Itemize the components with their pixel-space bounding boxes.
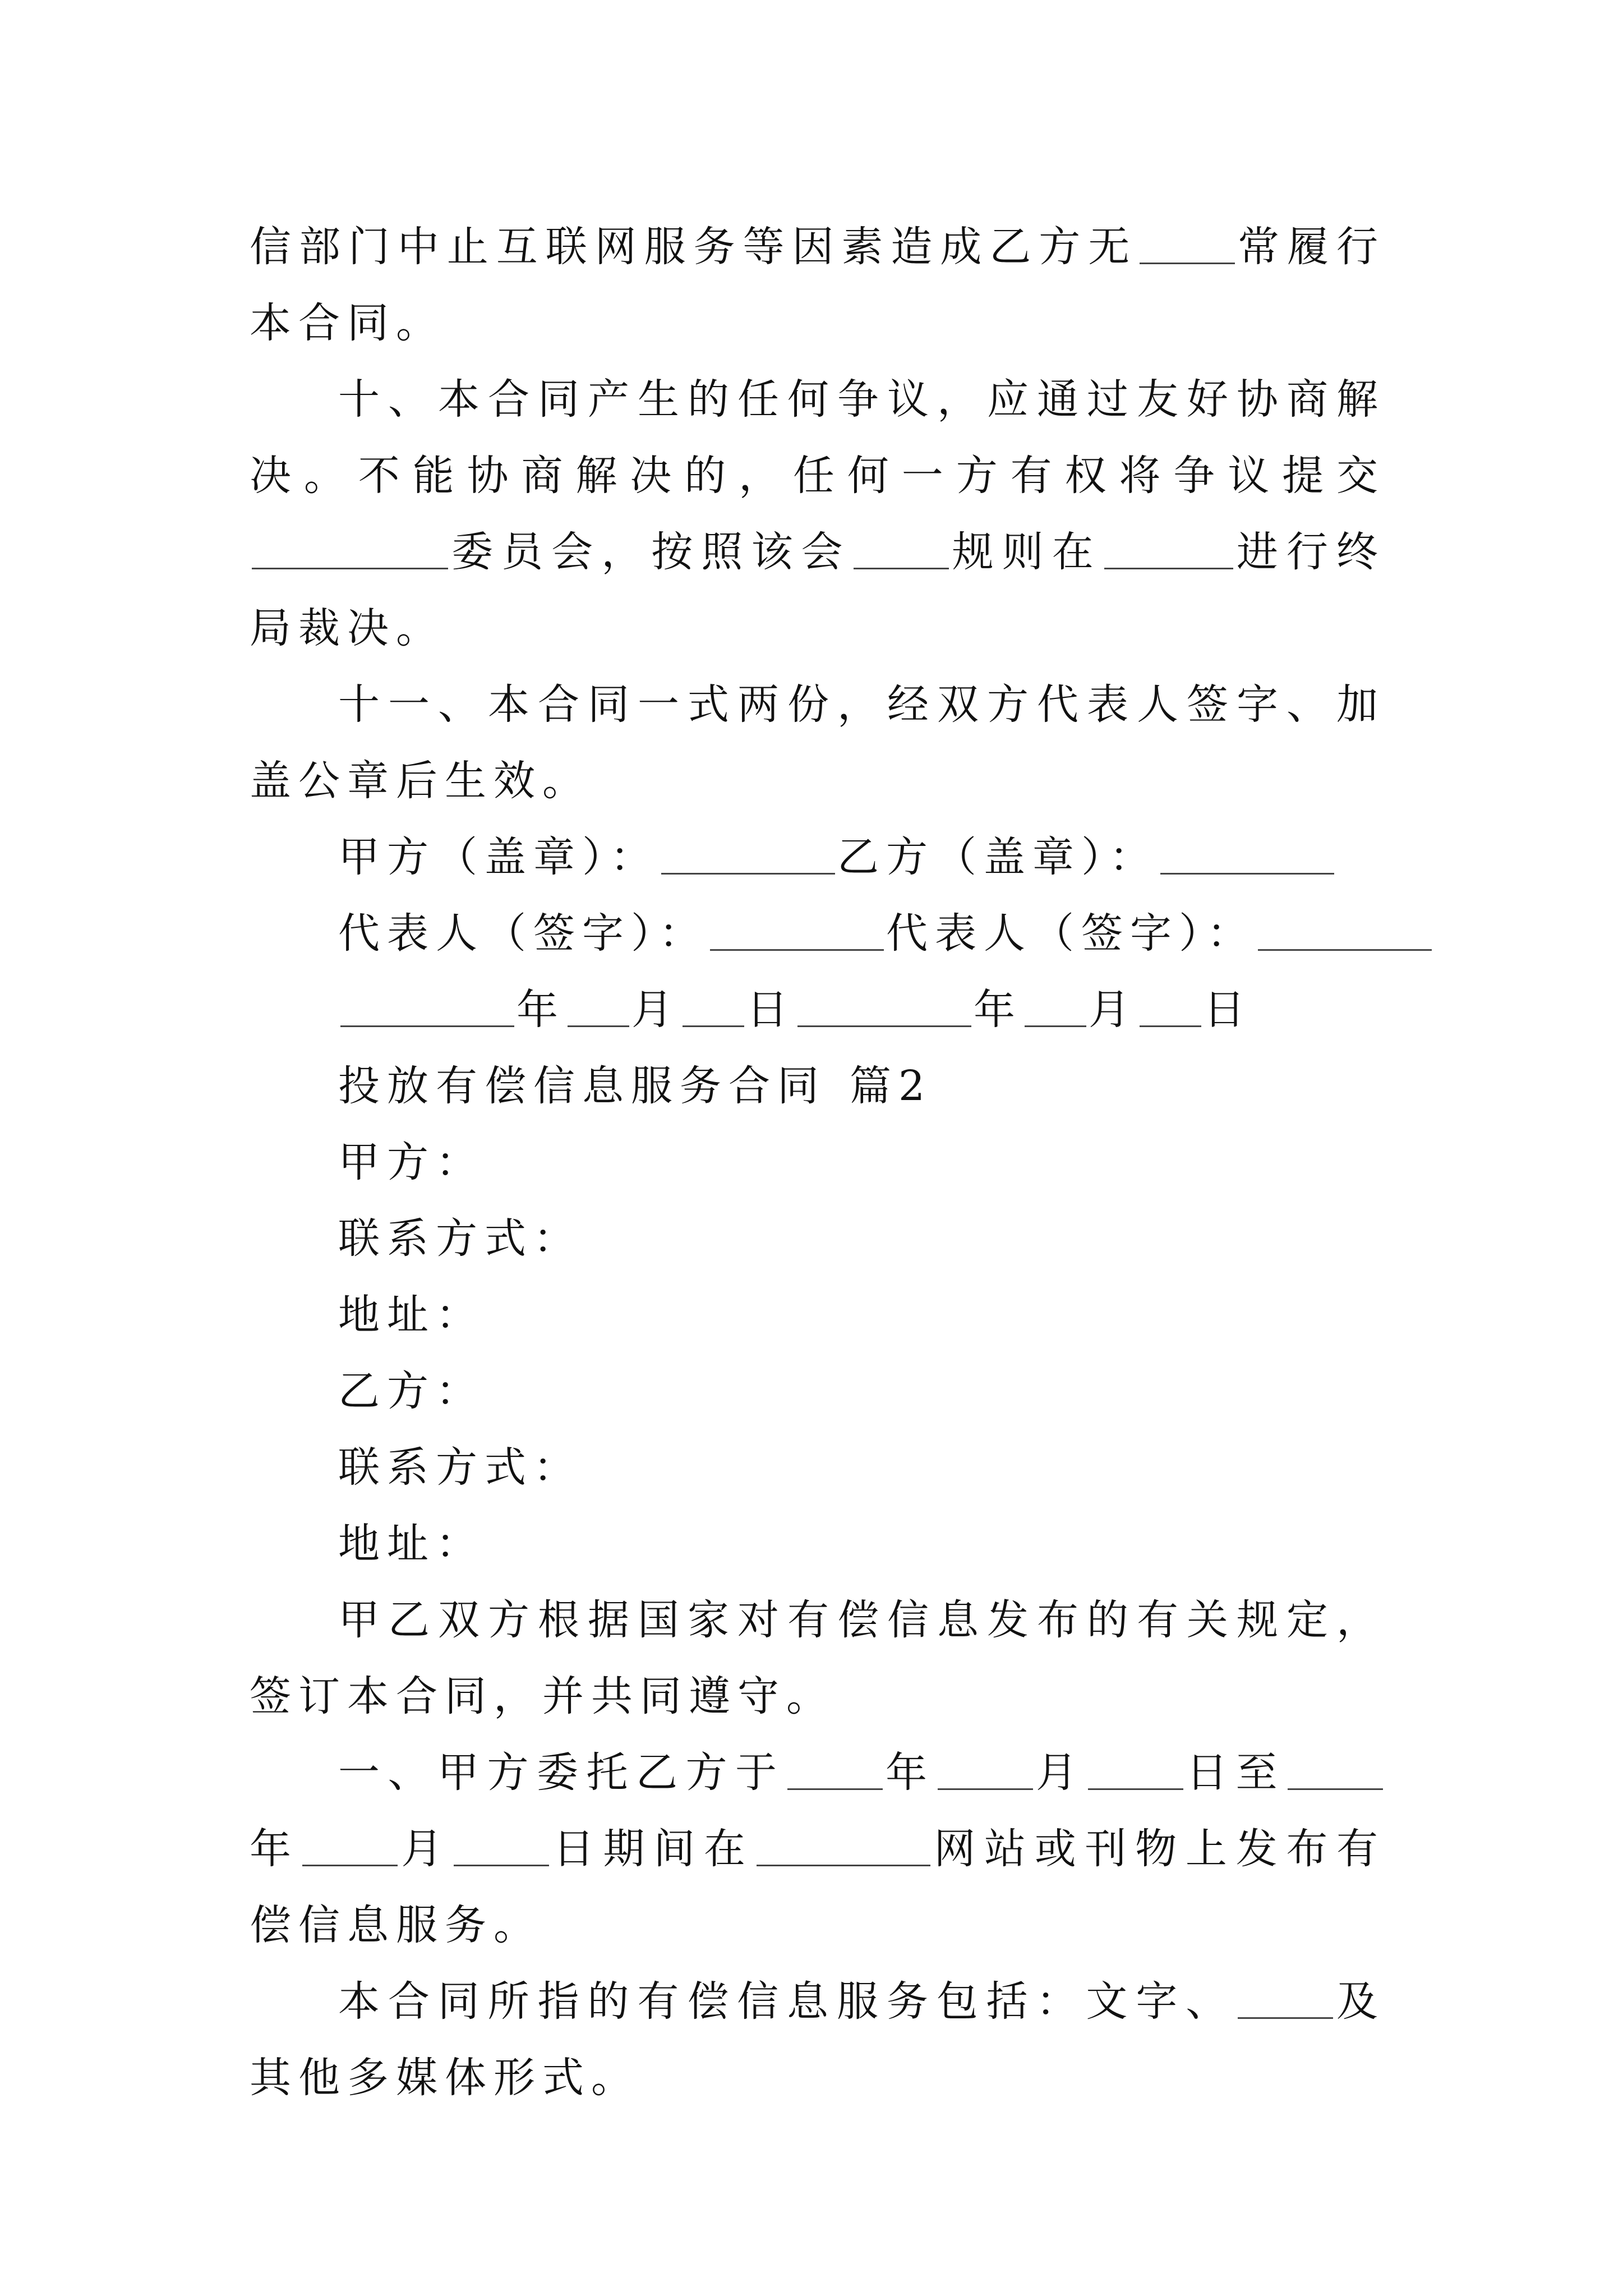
fill-blank <box>454 1825 549 1866</box>
date-month: 月 <box>631 986 680 1034</box>
fill-blank <box>1238 1978 1333 2019</box>
fill-blank <box>1288 1749 1383 1790</box>
party-a-rep-label: 代表人（签字）： <box>338 909 708 958</box>
fill-blank <box>757 1825 930 1866</box>
text-segment: 网站或刊物上发布有偿信息服务。 <box>250 1825 1386 1949</box>
text-segment: 日至 <box>1185 1749 1285 1797</box>
paragraph-intro <box>250 1582 1385 1734</box>
party-b-address-label: 地址： <box>338 1520 485 1568</box>
fill-blank <box>1025 986 1086 1027</box>
section-title <box>250 1048 1385 1124</box>
contract-title: 投放有偿信息服务合同 <box>338 1062 826 1110</box>
date-year: 年 <box>517 986 565 1034</box>
fill-blank <box>1104 528 1233 569</box>
party-a-line <box>250 1124 1385 1200</box>
text-segment: 十一、本合同一式两份，经双方代表人签字、加盖公章后生效。 <box>250 680 1385 805</box>
party-a-address-label: 地址： <box>338 1291 485 1339</box>
party-b-address-line <box>250 1506 1385 1582</box>
fill-blank <box>1160 834 1334 875</box>
party-a-contact-line <box>250 1200 1385 1277</box>
party-b-contact-line <box>250 1429 1385 1506</box>
signature-line-representative <box>250 895 1385 972</box>
fill-blank <box>710 910 884 951</box>
paragraph-clause-10 <box>250 361 1385 666</box>
fill-blank <box>938 1749 1033 1790</box>
text-segment: 月 <box>1035 1749 1086 1797</box>
text-segment: 进行终局裁决。 <box>250 528 1385 652</box>
text-segment: 甲乙双方根据国家对有偿信息发布的有关规定，签订本合同，并共同遵守。 <box>250 1596 1385 1720</box>
text-segment: 常履行本合同。 <box>250 223 1385 347</box>
party-b-contact-label: 联系方式： <box>338 1443 582 1492</box>
text-segment: 年 <box>250 1825 300 1873</box>
fill-blank <box>568 986 629 1027</box>
paragraph-continued <box>250 209 1385 361</box>
text-segment: 规则在 <box>951 528 1102 576</box>
fill-blank <box>661 834 835 875</box>
party-a-contact-label: 联系方式： <box>338 1214 582 1263</box>
fill-blank <box>797 986 971 1027</box>
paragraph-clause-1 <box>250 1734 1385 1963</box>
text-segment: 本合同所指的有偿信息服务包括：文字、 <box>338 1977 1236 2026</box>
party-a-address-line <box>250 1277 1385 1353</box>
date-year: 年 <box>974 986 1022 1034</box>
contract-number: 篇2 <box>850 1062 933 1110</box>
party-b-label: 乙方： <box>338 1367 485 1415</box>
fill-blank <box>340 986 514 1027</box>
text-segment: 年 <box>884 1749 935 1797</box>
date-day: 日 <box>1204 986 1252 1034</box>
fill-blank <box>787 1749 883 1790</box>
text-segment: 及其他多媒体形式。 <box>250 1977 1386 2102</box>
paragraph-clause-11 <box>250 666 1385 819</box>
fill-blank <box>302 1825 398 1866</box>
signature-date-line <box>250 972 1385 1048</box>
fill-blank <box>252 528 448 569</box>
text-segment: 一、甲方委托乙方于 <box>338 1749 785 1797</box>
party-b-rep-label: 代表人（签字）： <box>886 909 1256 958</box>
fill-blank <box>1140 986 1201 1027</box>
party-b-line <box>250 1353 1385 1429</box>
text-segment: 日期间在 <box>551 1825 754 1873</box>
fill-blank <box>683 986 744 1027</box>
text-segment: 委员会，按照该会 <box>450 528 851 576</box>
text-segment: 十、本合同产生的任何争议，应通过友好协商解决。不能协商解决的，任何一方有权将争议提交 <box>250 375 1385 500</box>
text-segment: 信部门中止互联网服务等因素造成乙方无 <box>250 223 1138 271</box>
fill-blank <box>1140 223 1235 264</box>
signature-line-seal <box>250 819 1385 895</box>
text-segment: 月 <box>399 1825 452 1873</box>
fill-blank <box>1088 1749 1183 1790</box>
party-a-seal-label: 甲方（盖章）： <box>338 833 659 881</box>
contract-text <box>250 209 1385 2116</box>
paragraph-scope <box>250 1963 1385 2116</box>
party-b-seal-label: 乙方（盖章）： <box>837 833 1158 881</box>
fill-blank <box>1258 910 1432 951</box>
date-month: 月 <box>1089 986 1137 1034</box>
party-a-label: 甲方： <box>338 1138 485 1186</box>
fill-blank <box>854 528 949 569</box>
date-day: 日 <box>746 986 795 1034</box>
